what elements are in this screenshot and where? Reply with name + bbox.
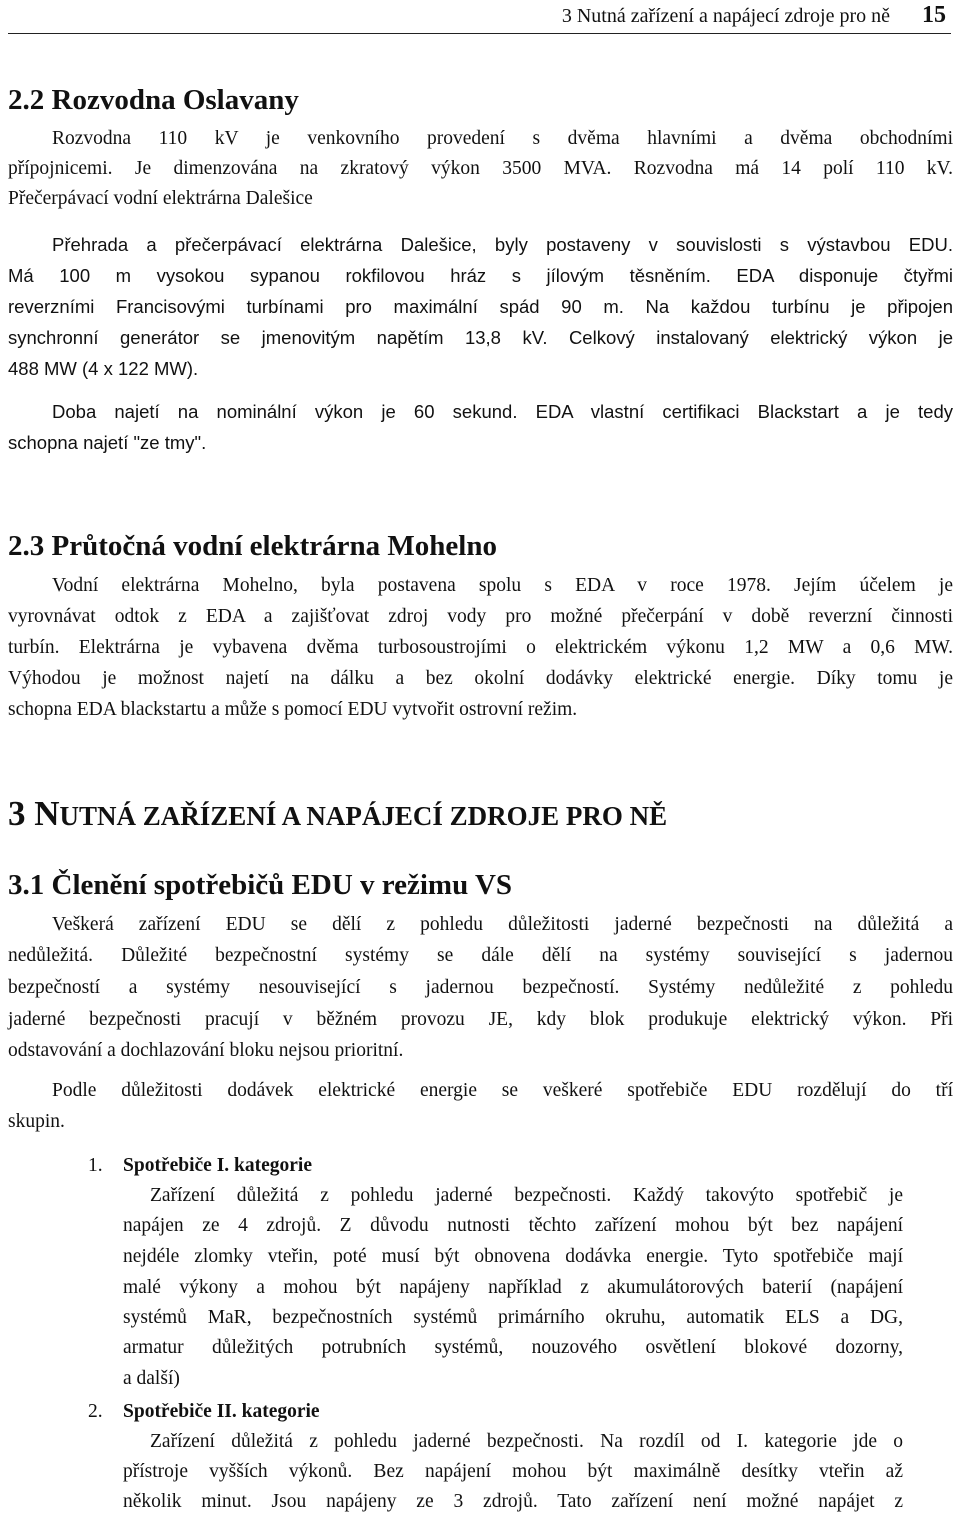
paragraph-line: Má 100 m vysokou sypanou rokfilovou hráz s jílovým těsněním. EDA disponuje čtyřmi	[8, 265, 953, 286]
paragraph-line: vyrovnávat odtok z EDA a zajišťovat zdroj vody pro možné přečerpání v době reverzní činnosti	[8, 606, 953, 627]
list-item-number: 2.	[88, 1401, 103, 1422]
list-item-title: Spotřebiče II. kategorie	[123, 1401, 320, 1422]
section-3-1-heading: 3.1 Členění spotřebičů EDU v režimu VS	[8, 869, 513, 901]
paragraph-line: Vodní elektrárna Mohelno, byla postavena spolu s EDA v roce 1978. Jejím účelem je	[52, 575, 953, 596]
running-header	[562, 2, 946, 29]
header-rule	[8, 33, 951, 34]
paragraph-line: skupin.	[8, 1111, 65, 1132]
section-2-2-heading: 2.2 Rozvodna Oslavany	[8, 84, 299, 116]
list-item-line: systémů MaR, bezpečnostních systémů primárního okruhu, automatik ELS a DG,	[123, 1307, 903, 1328]
chapter-title-initial: N	[34, 794, 60, 833]
running-title: 3 Nutná zařízení a napájecí zdroje pro ně	[561, 5, 890, 27]
paragraph-line: Přečerpávací vodní elektrárna Dalešice	[8, 188, 313, 209]
chapter-number: 3	[8, 794, 35, 833]
paragraph-line: Přehrada a přečerpávací elektrárna Dalešice, byly postaveny v souvislosti s výstavbou EDU.	[52, 234, 953, 255]
list-item-title: Spotřebiče I. kategorie	[123, 1155, 313, 1176]
list-item-line: přístroje vyšších výkonů. Bez napájení mohou být maximálně desítky vteřin až	[123, 1461, 903, 1482]
chapter-title-rest: UTNÁ ZAŘÍZENÍ A NAPÁJECÍ ZDROJE PRO NĚ	[59, 801, 668, 831]
list-item-number: 1.	[88, 1155, 103, 1176]
list-item-line: Zařízení důležitá z pohledu jaderné bezpečnosti. Na rozdíl od I. kategorie jde o	[150, 1431, 903, 1452]
chapter-3-heading	[8, 794, 667, 834]
paragraph-line: přípojnicemi. Je dimenzována na zkratový výkon 3500 MVA. Rozvodna má 14 polí 110 kV.	[8, 158, 953, 179]
section-2-3-heading: 2.3 Průtočná vodní elektrárna Mohelno	[8, 530, 497, 562]
paragraph-line: odstavování a dochlazování bloku nejsou prioritní.	[8, 1040, 404, 1061]
paragraph-line: jaderné bezpečnosti pracují v běžném provozu JE, kdy blok produkuje elektrický výkon. Při	[8, 1009, 953, 1030]
list-item-line: armatur důležitých potrubních systémů, nouzového osvětlení blokové dozorny,	[123, 1337, 903, 1358]
paragraph-line: Veškerá zařízení EDU se dělí z pohledu důležitosti jaderné bezpečnosti na důležitá a	[52, 914, 953, 935]
paragraph-line: Rozvodna 110 kV je venkovního provedení s dvěma hlavními a dvěma obchodními	[52, 128, 953, 149]
page-number: 15	[922, 2, 946, 28]
paragraph-line: synchronní generátor se jmenovitým napětím 13,8 kV. Celkový instalovaný elektrický výkon je	[8, 327, 953, 348]
paragraph-line: schopna najetí "ze tmy".	[8, 432, 207, 453]
paragraph-line: 488 MW (4 x 122 MW).	[8, 358, 199, 379]
paragraph-line: turbín. Elektrárna je vybavena dvěma turbosoustrojími o elektrickém výkonu 1,2 MW a 0,6 MW.	[8, 637, 953, 658]
paragraph-line: Podle důležitosti dodávek elektrické energie se veškeré spotřebiče EDU rozdělují do tří	[52, 1080, 953, 1101]
paragraph-line: reverzními Francisovými turbínami pro maximální spád 90 m. Na každou turbínu je připojen	[8, 296, 953, 317]
paragraph-line: bezpečností a systémy nesouvisející s jadernou bezpečností. Systémy nedůležité z pohledu	[8, 977, 953, 998]
list-item-line: Zařízení důležitá z pohledu jaderné bezpečnosti. Každý takovýto spotřebič je	[150, 1185, 903, 1206]
list-item-line: a další)	[123, 1368, 180, 1389]
paragraph-line: schopna EDA blackstartu a může s pomocí EDU vytvořit ostrovní režim.	[8, 699, 578, 720]
list-item-line: několik minut. Jsou napájeny ze 3 zdrojů. Tato zařízení není možné napájet z	[123, 1491, 903, 1512]
paragraph-line: nedůležitá. Důležité bezpečnostní systémy se dále dělí na systémy související s jadernou	[8, 945, 953, 966]
paragraph-line: Doba najetí na nominální výkon je 60 sekund. EDA vlastní certifikaci Blackstart a je tedy	[52, 401, 953, 422]
paragraph-line: Výhodou je možnost najetí na dálku a bez okolní dodávky elektrické energie. Díky tomu je	[8, 668, 953, 689]
list-item-line: nejdéle zlomky vteřin, poté musí být obnovena dodávka energie. Tyto spotřebiče mají	[123, 1246, 903, 1267]
list-item-line: malé výkony a mohou být napájeny například z akumulátorových baterií (napájení	[123, 1277, 903, 1298]
list-item-line: napájen ze 4 zdrojů. Z důvodu nutnosti těchto zařízení mohou být bez napájení	[123, 1215, 903, 1236]
